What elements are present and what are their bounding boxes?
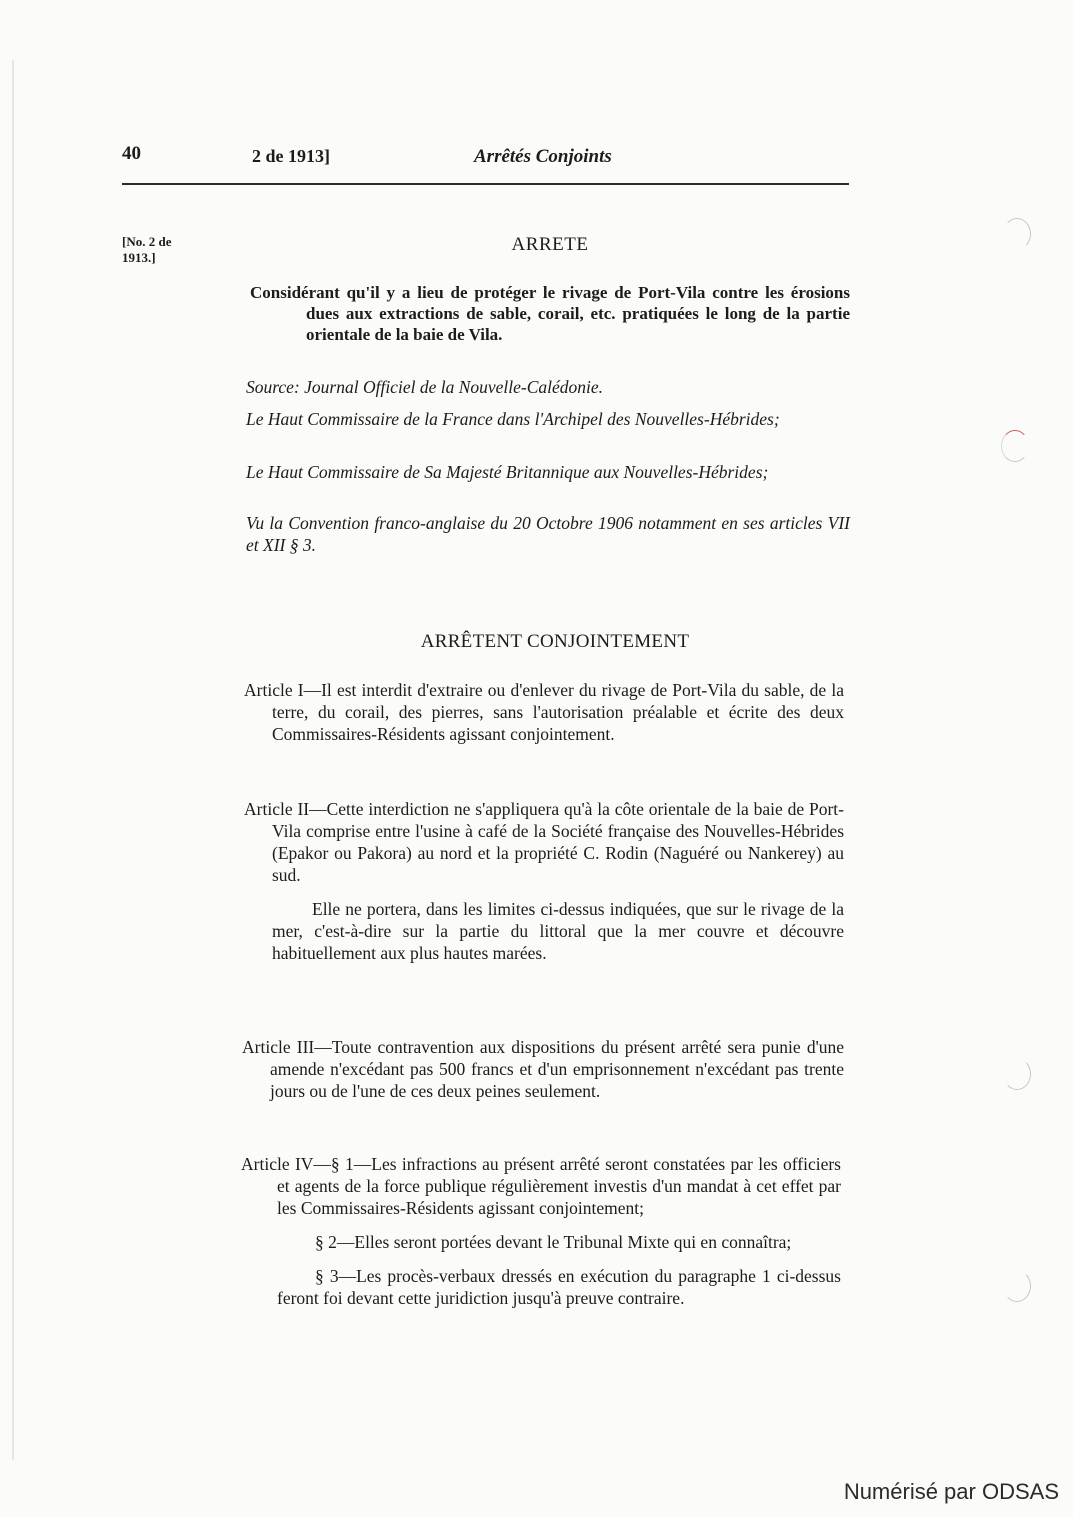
heading-arretent-conjointement: ARRÊTENT CONJOINTEMENT [420, 631, 690, 652]
french-commissioner-line: Le Haut Commissaire de la France dans l'Archipel des Nouvelles-Hébrides; [246, 409, 780, 429]
marginal-note: [No. 2 de 1913.] [122, 234, 172, 265]
convention-line: Vu la Convention franco-anglaise du 20 Octobre 1906 notamment en ses articles VII et XII § 3. [246, 513, 850, 555]
page-edge [12, 60, 14, 1460]
article-2-paragraph-2: Elle ne portera, dans les limites ci-dessus indiquées, que sur le rivage de la mer, c'est-à-dire sur la partie du littoral que la mer couvre et découvre habituellement aux plus hautes marées. [272, 899, 844, 963]
punch-hole-mark [1001, 430, 1029, 462]
punch-hole-mark [1003, 1270, 1031, 1302]
arrete-title-text: Considérant qu'il y a lieu de protéger le rivage de Port-Vila contre les érosions dues aux extractions de sable, corail, etc. pratiquées le long de la partie orientale de la baie de Vila. [250, 283, 850, 344]
punch-hole-mark [1003, 218, 1031, 250]
arrete-title [250, 282, 850, 345]
running-title: Arrêtés Conjoints [474, 146, 612, 167]
source-line: Source: Journal Officiel de la Nouvelle-Calédonie. [246, 377, 604, 397]
heading-arrete: ARRETE [511, 234, 589, 255]
preamble-french [246, 408, 850, 430]
article-2 [244, 798, 844, 964]
digitization-watermark: Numérisé par ODSAS [843, 1479, 1059, 1504]
preamble-convention [246, 512, 850, 556]
article-4-section-2: § 2—Elles seront portées devant le Tribunal Mixte qui en connaîtra; [315, 1232, 792, 1252]
article-3 [242, 1036, 844, 1102]
article-4-section-1: Article IV—§ 1—Les infractions au présent arrêté seront constatées par les officiers et agents de la force publique régulièrement investis d'un mandat à cet effet par les Commissaires-Résidents agissant conjointement; [241, 1154, 841, 1218]
preamble-source [246, 376, 850, 398]
article-2-text: Article II—Cette interdiction ne s'appliquera qu'à la côte orientale de la baie de Port-Vila comprise entre l'usine à café de la Société française des Nouvelles-Hébrides (Epakor ou Pakora) au nord et la propriété C. Rodin (Naguéré ou Nankerey) au sud. [244, 799, 844, 885]
page-number: 40 [122, 143, 141, 164]
punch-hole-mark [1003, 1058, 1031, 1090]
article-4 [241, 1153, 841, 1309]
page-header [122, 143, 849, 185]
article-3-text: Article III—Toute contravention aux dispositions du présent arrêté sera punie d'une amende n'excédant pas 500 francs et d'un emprisonnement n'excédant pas trente jours ou de l'une de ces deux peines seulement. [242, 1037, 844, 1101]
article-1-text: Article I—Il est interdit d'extraire ou d'enlever du rivage de Port-Vila du sable, de la terre, du corail, des pierres, sans l'autorisation préalable et écrite des deux Commissaires-Résidents agissant conjointement. [244, 680, 844, 744]
article-4-section-3: § 3—Les procès-verbaux dressés en exécution du paragraphe 1 ci-dessus feront foi devant cette juridiction jusqu'à preuve contraire. [277, 1266, 841, 1308]
ordinance-reference: 2 de 1913] [252, 146, 330, 166]
preamble-british [246, 461, 850, 483]
article-1 [244, 679, 844, 745]
british-commissioner-line: Le Haut Commissaire de Sa Majesté Britannique aux Nouvelles-Hébrides; [246, 462, 769, 482]
